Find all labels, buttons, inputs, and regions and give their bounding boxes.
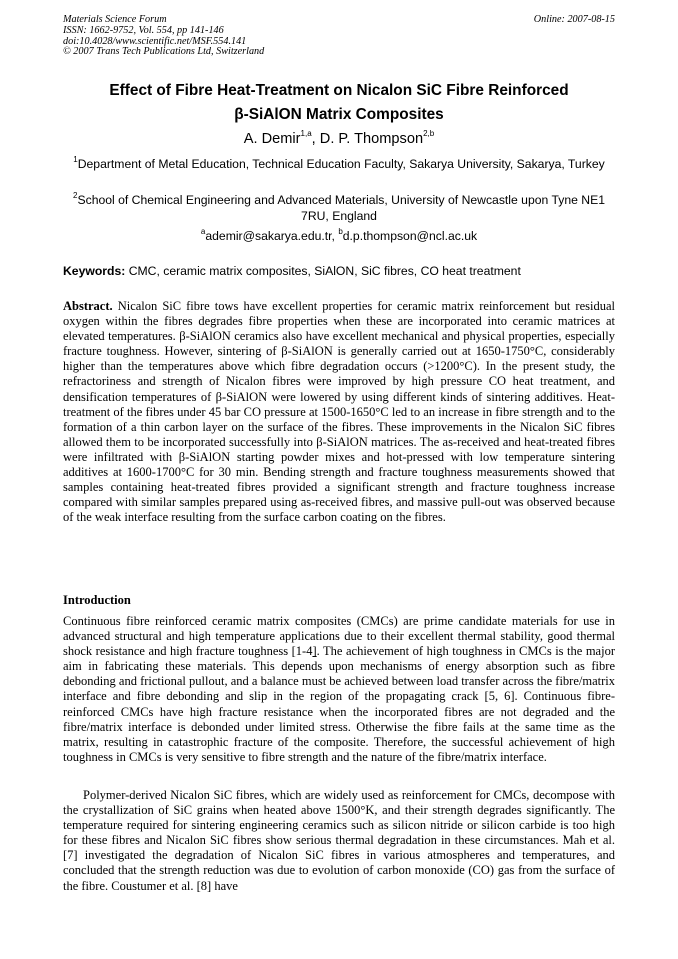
author-list	[63, 130, 615, 148]
affiliation-2-sup: 2	[73, 190, 78, 200]
email-a-sup: a	[200, 226, 206, 236]
abstract-label: Abstract.	[63, 299, 113, 313]
journal-name: Materials Science Forum	[63, 14, 167, 25]
intro-p1-part-a: Continuous fibre reinforced ceramic matrix composites (CMCs) are prime candidate materials for use in advanced structural and high temperature applications due to their excellent thermal stability, good thermal shock resistance and high fracture toughness [1-4	[63, 614, 615, 659]
author-2: D. P. Thompson	[319, 131, 424, 147]
paper-title-line-1: Effect of Fibre Heat-Treatment on Nicalon SiC Fibre Reinforced	[109, 82, 569, 99]
email-a: ademir@sakarya.edu.tr,	[205, 229, 339, 243]
affiliation-1-text: Department of Metal Education, Technical Education Faculty, Sakarya University, Sakarya, Turkey	[77, 157, 605, 171]
affiliation-2-text: School of Chemical Engineering and Advanced Materials, University of Newcastle upon Tyne NE1 7RU, England	[77, 193, 605, 223]
paper-title-line-2: β-SiAlON Matrix Composites	[234, 106, 444, 123]
keywords-text: CMC, ceramic matrix composites, SiAlON, SiC fibres, CO heat treatment	[125, 264, 521, 278]
author-separator: ,	[311, 131, 320, 147]
introduction-paragraph-2: Polymer-derived Nicalon SiC fibres, which are widely used as reinforcement for CMCs, decompose with the crystallization of SiC grains when heated above 1500°K, and their strength degrades significantly. The temperature required for sintering engineering ceramics such as silicon nitride or silicon carbide is too high for these fibres and Nicalon SiC fibres show serious thermal degradation in these circumstances. Mah et al. [7] investigated the degradation of Nicalon SiC fibres in various atmospheres and temperatures, and concluded that the strength reduction was due to evolution of carbon monoxide (CO) gas from the surface of the fibre. Coustumer et al. [8] have	[63, 788, 615, 893]
issn-line: ISSN: 1662-9752, Vol. 554, pp 141-146	[63, 24, 224, 36]
journal-header	[63, 15, 264, 58]
author-emails	[63, 228, 615, 244]
intro-p1-part-b: . The achievement of high toughness in CMCs is the major aim in fabricating these materials. This depends upon mechanisms of energy absorption such as fibre debonding and frictional pullout, and a balance must be achieved between load transfer across the fibre/matrix interface and fibre debonding and slip in the region of the propagating crack [5, 6]. Continuous fibre-reinforced CMCs have high fracture resistance when the incorporated fibres are not degraded and the fibre/matrix interface is debonded under limited stress. Otherwise the fibre fails at the same time as the matrix, resulting in catastrophic fracture of the composite. Therefore, the successful achievement of high toughness in CMCs is very sensitive to fibre strength and the nature of the fibre/matrix interface.	[63, 644, 615, 764]
author-2-sup: 2,b	[423, 129, 435, 139]
keywords	[63, 263, 615, 279]
keywords-label: Keywords:	[63, 264, 126, 278]
copyright-line: © 2007 Trans Tech Publications Ltd, Switzerland	[63, 46, 265, 58]
affiliation-1-sup: 1	[73, 154, 78, 164]
email-b: d.p.thompson@ncl.ac.uk	[342, 229, 478, 243]
author-1: A. Demir	[243, 131, 301, 147]
introduction-paragraph-1	[63, 614, 615, 765]
abstract	[63, 299, 615, 525]
affiliation-1	[63, 156, 615, 172]
affiliation-2	[63, 192, 615, 224]
author-1-sup: 1,a	[300, 129, 312, 139]
doi-line: doi:10.4028/www.scientific.net/MSF.554.141	[63, 35, 247, 47]
intro-p1-underlined: ]	[312, 644, 317, 659]
online-date: Online: 2007-08-15	[533, 14, 615, 25]
abstract-text: Nicalon SiC fibre tows have excellent properties for ceramic matrix reinforcement but residual oxygen within the fibres degrades fibre properties when these are incorporated into ceramic matrices at elevated temperatures. β-SiAlON ceramics also have excellent mechanical and physical properties, especially fracture toughness. However, sintering of β-SiAlON is generally carried out at 1650-1750°C, considerably higher than the temperatures above which fibre degradation occurs (>1200°C). In the present study, the refractoriness and strength of Nicalon fibres were improved by high pressure CO heat treatment, and densification temperatures of β-SiAlON were lowered by using different kinds of sintering additives. Heat-treatment of the fibres under 45 bar CO pressure at 1500-1650°C led to an increase in fibre strength and to the formation of a thin carbon layer on the surface of the fibres. These improvements in the Nicalon SiC fibres allowed them to be incorporated successfully into β-SiAlON matrices. The as-received and heat-treated fibres were infiltrated with β-SiAlON starting powder mixes and hot-pressed with low temperature sintering additives at 1600-1700°C for 30 min. Bending strength and fracture toughness measurements showed that samples containing heat-treated fibres provided a significant strength and fracture toughness increase compared with similar samples prepared using as-received fibres, and massive pull-out was observed because of the weak interface resulting from the surface carbon coating on the fibres.	[63, 299, 615, 525]
email-b-sup: b	[338, 226, 343, 236]
section-heading-introduction: Introduction	[63, 593, 131, 607]
